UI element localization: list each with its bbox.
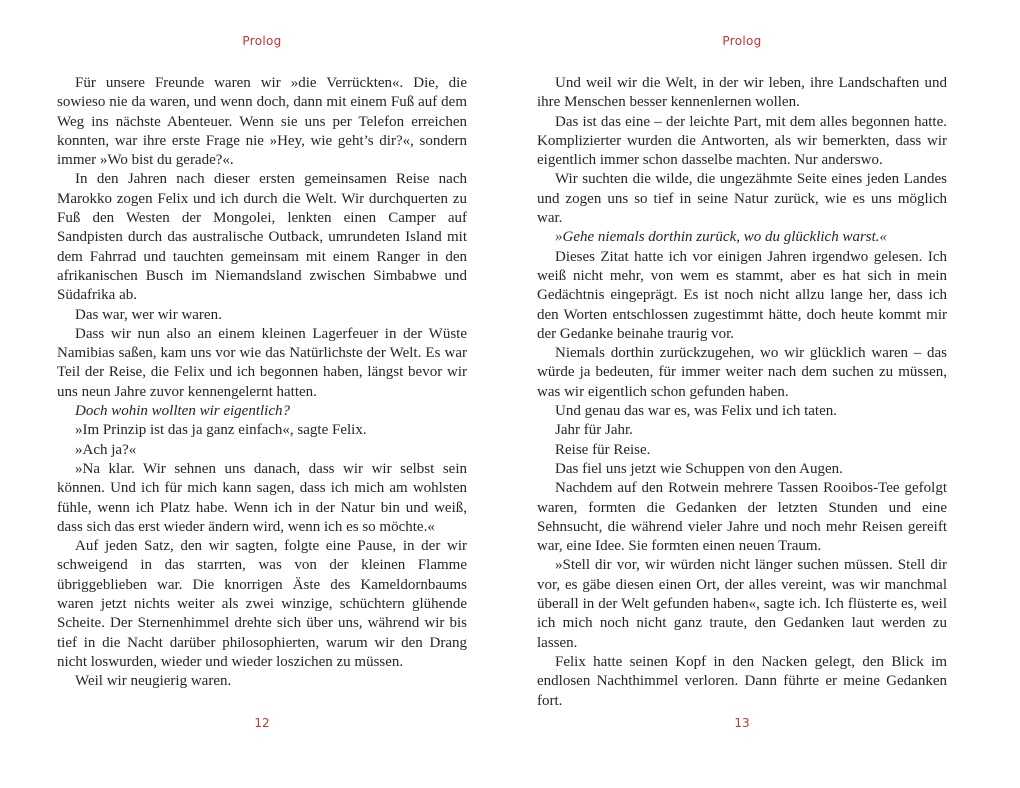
paragraph: Doch wohin wollten wir eigentlich? xyxy=(75,403,290,420)
paragraph: Das war, wer wir waren. xyxy=(75,306,222,323)
paragraph: Wir suchten die wilde, die ungezähmte Seite eines jeden Landes und zogen uns so tief in seine Natur zurück, wie es uns möglich war. xyxy=(537,171,947,227)
body-text xyxy=(57,74,467,692)
paragraph: Dass wir nun also an einem kleinen Lagerfeuer in der Wüste Namibias saßen, kam uns vor wie das Natürlichste der Welt. Es war Teil der Reise, die Felix und ich begonnen haben, längst bevor wir uns neun Jahre zuvor kennengelernt hatten. xyxy=(57,325,467,400)
paragraph: Und genau das war es, was Felix und ich taten. xyxy=(555,403,838,420)
page-number: 13 xyxy=(734,716,750,730)
paragraph: Reise für Reise. xyxy=(555,441,651,458)
left-page xyxy=(57,0,467,788)
paragraph: Für unsere Freunde waren wir »die Verrückten«. Die, die sowieso nie da waren, und wenn doch, dann mit einem Fuß auf dem Weg ins nächste Abenteuer. Wenn sie uns per Telefon erreichen konnten, war ihre erste Frage nie »Hey, wie geht’s dir?«, sondern immer »Wo bist du gerade?«. xyxy=(57,75,467,169)
paragraph: Dieses Zitat hatte ich vor einigen Jahren irgendwo gelesen. Ich weiß nicht mehr, von wem es stammt, aber es hat sich in mein Gedächtnis eingeprägt. Es ist noch nicht allzu lange her, dass ich den Worten entschlossen zugestimmt hätte, doch heute kommt mir der Gedanke beinahe traurig vor. xyxy=(537,248,947,342)
paragraph: Felix hatte seinen Kopf in den Nacken gelegt, den Blick im endlosen Nachthimmel verloren. Dann führte er meine Gedanken fort. xyxy=(537,653,947,709)
paragraph: Jahr für Jahr. xyxy=(555,422,633,439)
paragraph: »Im Prinzip ist das ja ganz einfach«, sagte Felix. xyxy=(75,422,367,439)
paragraph: »Na klar. Wir sehnen uns danach, dass wir wir selbst sein können. Und ich für mich kann sagen, dass ich mich am wohlsten fühle, wenn ich Platz habe. Wenn ich in der Natur bin und weiß, dass sich das erst wieder ändern wird, wenn ich es so möchte.« xyxy=(57,460,467,535)
paragraph: Auf jeden Satz, den wir sagten, folgte eine Pause, in der wir schweigend in das starrten, was von der kleinen Flamme übriggeblieben war. Die knorrigen Äste des Kameldornbaums waren jetzt nichts weiter als zwei winzige, schüchtern glühende Scheite. Der Sternenhimmel drehte sich über uns, während wir bis tief in die Nacht darüber philosophierten, warum wir den Drang nicht loswurden, wieder und wieder loszichen zu müssen. xyxy=(57,538,467,670)
running-head: Prolog xyxy=(242,34,282,48)
paragraph: »Ach ja?« xyxy=(75,441,137,458)
paragraph: Das fiel uns jetzt wie Schuppen von den Augen. xyxy=(555,460,843,477)
running-head: Prolog xyxy=(722,34,762,48)
paragraph: »Gehe niemals dorthin zurück, wo du glücklich warst.« xyxy=(555,229,888,246)
paragraph: Niemals dorthin zurückzugehen, wo wir glücklich waren – das würde ja bedeuten, für immer weiter nach dem suchen zu müssen, was wir eigentlich schon gefunden haben. xyxy=(537,345,947,400)
page-number: 12 xyxy=(254,716,270,730)
paragraph: In den Jahren nach dieser ersten gemeinsamen Reise nach Marokko zogen Felix und ich durch die Welt. Wir durchquerten zu Fuß den Westen der Mongolei, lenkten einen Camper auf Sandpisten durch das australische Outback, umrundeten Island mit dem Fahrrad und tauchten gemeinsam mit einem Ranger in den afrikanischen Busch im Niemandsland zwischen Simbabwe und Südafrika ab. xyxy=(57,171,467,304)
paragraph: Weil wir neugierig waren. xyxy=(75,673,232,690)
paragraph: Und weil wir die Welt, in der wir leben, ihre Landschaften und ihre Menschen besser kennenlernen wollen. xyxy=(537,75,947,111)
paragraph: Nachdem auf den Rotwein mehrere Tassen Rooibos-Tee gefolgt waren, formten die Gedanken der letzten Stunden und eine Sehnsucht, die während vieler Jahre und noch mehr Reisen gereift war, eine Idee. Sie formten einen neuen Traum. xyxy=(537,480,947,555)
right-page xyxy=(537,0,947,788)
body-text xyxy=(537,74,947,711)
paragraph: »Stell dir vor, wir würden nicht länger suchen müssen. Stell dir vor, es gäbe diesen einen Ort, der alles vereint, was wir manchmal überall in der Welt gefunden haben«, sagte ich. Ich flüsterte es, weil ich mich noch nicht ganz traute, den Gedanken laut werden zu lassen. xyxy=(537,557,947,651)
paragraph: Das ist das eine – der leichte Part, mit dem alles begonnen hatte. Komplizierter wurden die Antworten, als wir bemerkten, dass wir eigentlich immer schon dasselbe machten. Nur anderswo. xyxy=(537,113,947,169)
